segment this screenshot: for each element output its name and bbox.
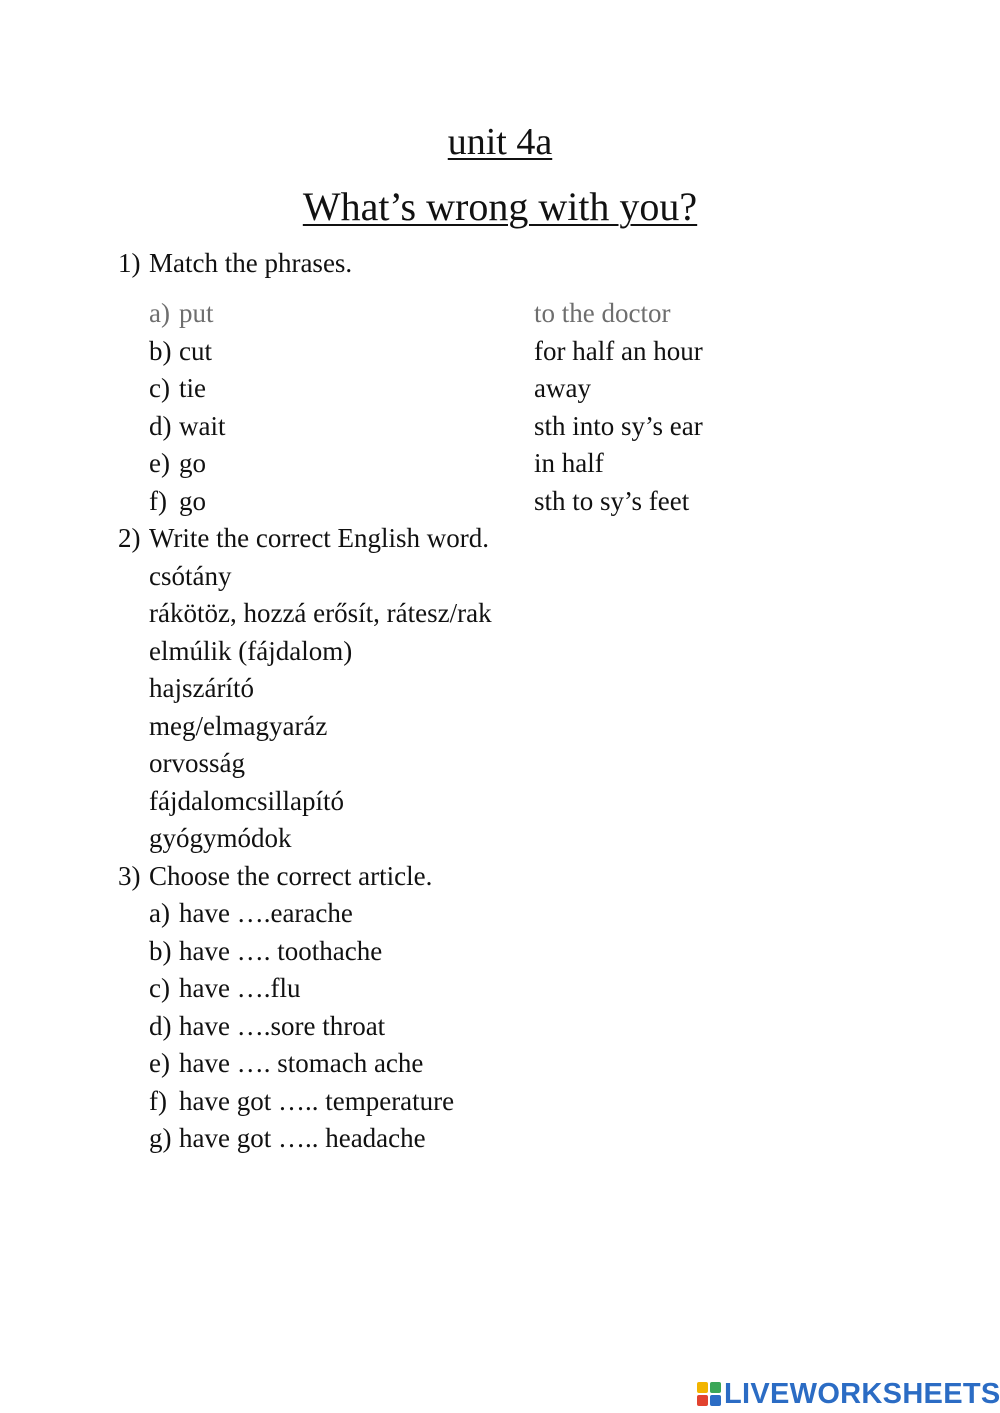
hungarian-word: orvosság xyxy=(149,748,245,778)
match-left-phrase: go xyxy=(179,448,206,478)
match-right-phrase[interactable]: sth into sy’s ear xyxy=(534,410,703,441)
liveworksheets-logo xyxy=(697,1376,1000,1412)
match-left-phrase: go xyxy=(179,485,206,516)
item-letter: b) xyxy=(149,335,172,366)
item-letter: g) xyxy=(149,1123,172,1153)
item-letter: d) xyxy=(149,1010,172,1041)
match-right-phrase[interactable]: to the doctor xyxy=(534,298,671,328)
match-left-phrase: tie xyxy=(179,373,206,403)
article-phrase[interactable]: have got ….. headache xyxy=(179,1123,426,1153)
worksheet-title: What’s wrong with you? xyxy=(302,184,698,229)
item-letter: c) xyxy=(149,973,170,1003)
hungarian-word: meg/elmagyaráz xyxy=(149,710,328,741)
item-letter: b) xyxy=(149,935,172,966)
unit-title: unit 4a xyxy=(447,121,553,163)
section-number: 2) xyxy=(118,523,141,553)
item-letter: e) xyxy=(149,448,170,478)
match-right-phrase[interactable]: away xyxy=(534,373,591,403)
match-right-phrase[interactable]: in half xyxy=(534,448,604,478)
liveworksheets-logo-text: LIVEWORKSHEETS xyxy=(724,1377,1000,1410)
hungarian-word: rákötöz, hozzá erősít, rátesz/rak xyxy=(149,598,492,628)
article-phrase[interactable]: have …. stomach ache xyxy=(179,1048,424,1078)
section-instruction: Choose the correct article. xyxy=(149,860,433,891)
item-letter: e) xyxy=(149,1048,170,1078)
hungarian-word: csótány xyxy=(149,560,232,591)
hungarian-word: elmúlik (fájdalom) xyxy=(149,635,353,666)
section-number: 1) xyxy=(118,248,141,278)
article-phrase[interactable]: have ….earache xyxy=(179,898,353,928)
match-right-phrase[interactable]: sth to sy’s feet xyxy=(534,485,690,516)
hungarian-word: fájdalomcsillapító xyxy=(149,785,344,816)
item-letter: a) xyxy=(149,898,170,928)
hungarian-word: gyógymódok xyxy=(149,823,292,853)
hungarian-word: hajszárító xyxy=(149,673,254,703)
article-phrase[interactable]: have ….flu xyxy=(179,973,301,1003)
item-letter: c) xyxy=(149,373,170,403)
match-right-phrase[interactable]: for half an hour xyxy=(534,335,703,366)
item-letter: a) xyxy=(149,298,170,328)
article-phrase[interactable]: have …. toothache xyxy=(179,935,383,966)
article-phrase[interactable]: have ….sore throat xyxy=(179,1010,386,1041)
match-left-phrase: cut xyxy=(179,335,212,366)
match-left-phrase: wait xyxy=(179,410,226,441)
item-letter: d) xyxy=(149,410,172,441)
section-number: 3) xyxy=(118,860,141,891)
item-letter: f) xyxy=(149,1085,167,1116)
section-instruction: Match the phrases. xyxy=(149,248,353,278)
item-letter: f) xyxy=(149,485,167,516)
liveworksheets-logo-icon xyxy=(697,1382,721,1406)
article-phrase[interactable]: have got ….. temperature xyxy=(179,1085,455,1116)
section-instruction: Write the correct English word. xyxy=(149,523,490,553)
match-left-phrase: put xyxy=(179,298,214,328)
